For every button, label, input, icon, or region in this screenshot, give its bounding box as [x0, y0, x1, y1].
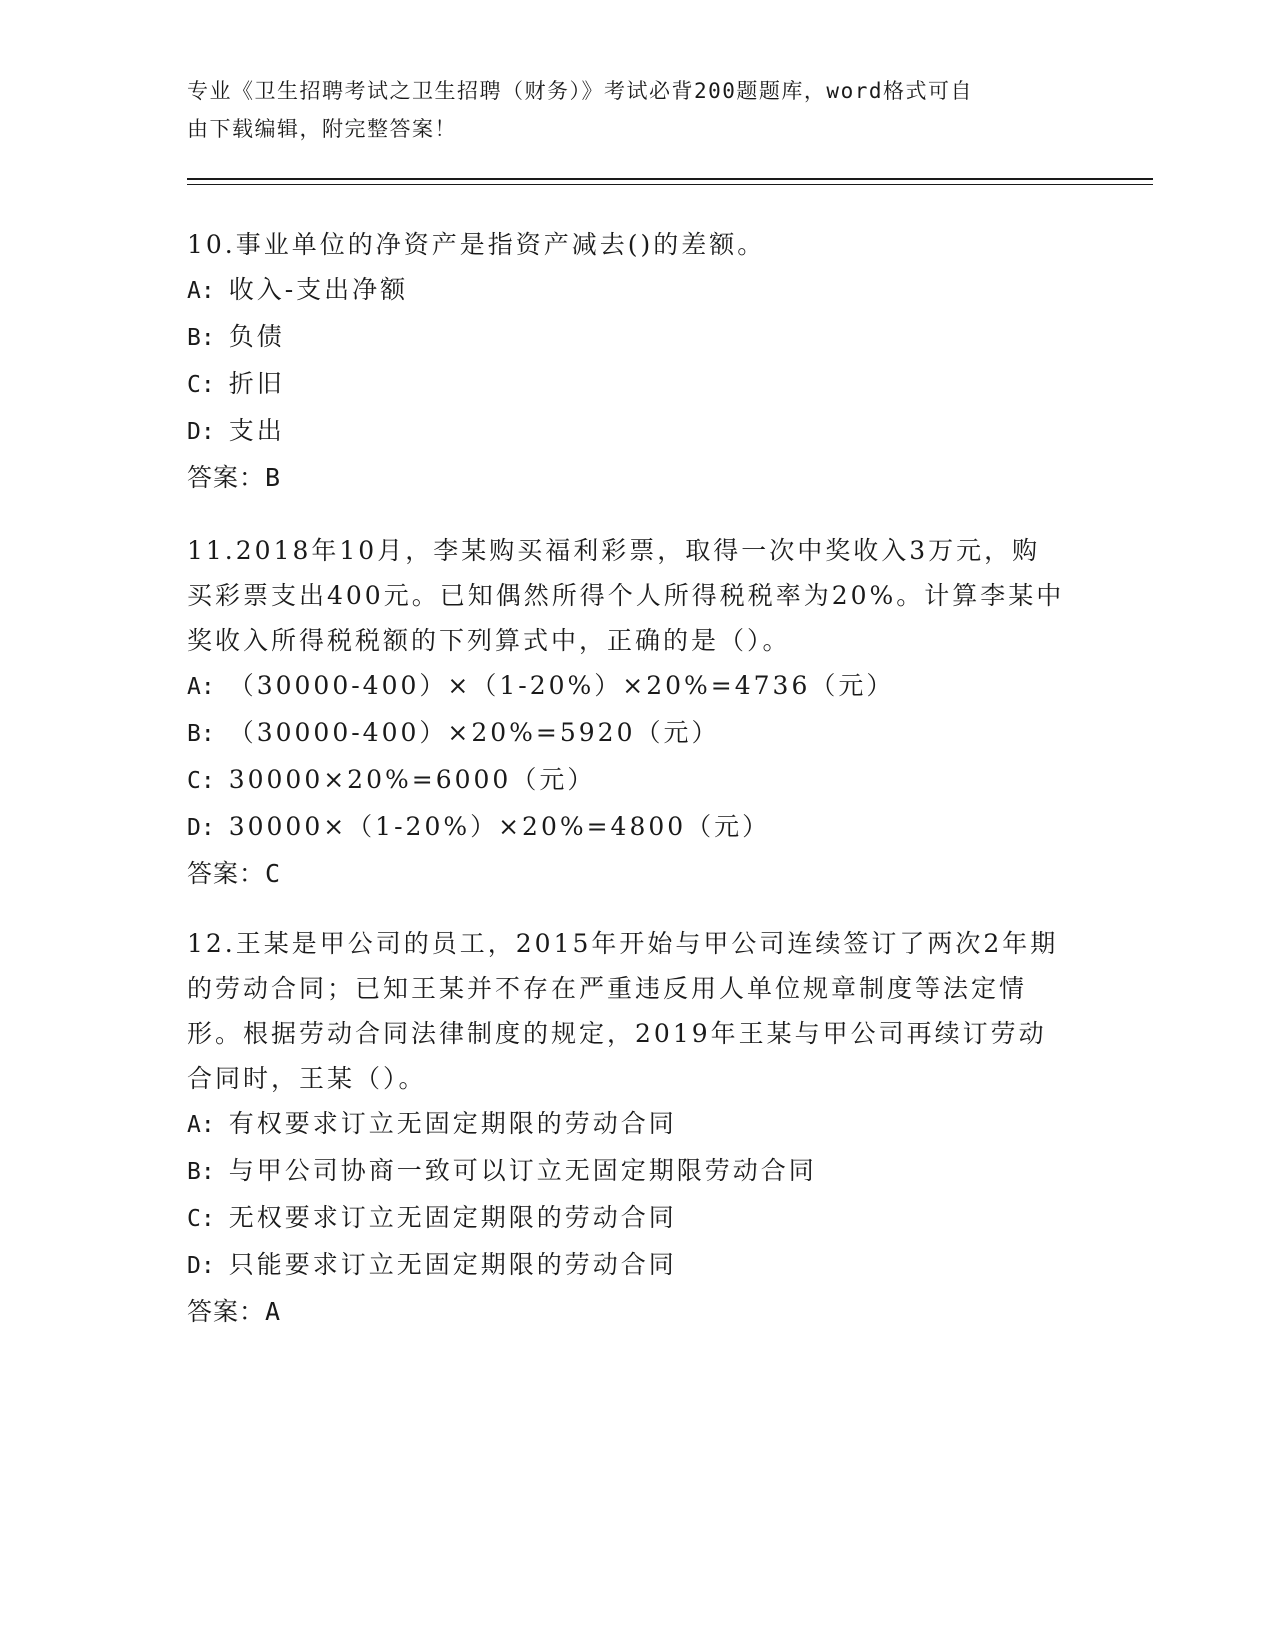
option-letter: B:: [187, 325, 215, 351]
option-letter: D:: [187, 1253, 215, 1279]
document-header: [187, 72, 1067, 148]
answer-value: C: [265, 859, 282, 888]
option-text: 与甲公司协商一致可以订立无固定期限劳动合同: [228, 1156, 817, 1185]
question-stem: 10.事业单位的净资产是指资产减去()的差额。: [187, 230, 766, 259]
answer-label: 答案：: [187, 1297, 266, 1326]
option-a: [187, 267, 1067, 314]
option-letter: A:: [187, 674, 215, 700]
option-letter: C:: [187, 1206, 215, 1232]
question-10: [187, 222, 1067, 500]
question-11: [187, 528, 1067, 896]
question-stem: 12.王某是甲公司的员工，2015年开始与甲公司连续签订了两次2年期的劳动合同；已知王某并不存在严重违反用人单位规章制度等法定情形。根据劳动合同法律制度的规定，2019年王某与甲公司再续订劳动合同时，王某（）。: [187, 929, 1059, 1093]
answer-label: 答案：: [187, 859, 266, 888]
option-c: [187, 361, 1067, 408]
option-text: 负债: [228, 322, 285, 351]
option-a: [187, 663, 1067, 710]
option-letter: A:: [187, 278, 215, 304]
header-line-2: 由下载编辑，附完整答案！: [187, 117, 457, 141]
option-b: [187, 1148, 1067, 1195]
option-letter: C:: [187, 768, 215, 794]
option-text: 30000×20%=6000（元）: [228, 765, 596, 794]
header-line-1: 专业《卫生招聘考试之卫生招聘（财务）》考试必背200题题库，word格式可自: [187, 79, 973, 103]
option-d: [187, 1242, 1067, 1289]
option-text: 只能要求订立无固定期限的劳动合同: [228, 1250, 677, 1279]
answer-label: 答案：: [187, 463, 266, 492]
option-text: （30000-400）×（1-20%）×20%=4736（元）: [228, 671, 895, 700]
option-letter: A:: [187, 1112, 215, 1138]
option-a: [187, 1101, 1067, 1148]
answer-value: B: [265, 463, 282, 492]
option-letter: C:: [187, 372, 215, 398]
question-12: [187, 921, 1067, 1334]
option-letter: D:: [187, 419, 215, 445]
question-stem: 11.2018年10月，李某购买福利彩票，取得一次中奖收入3万元，购买彩票支出400元。已知偶然所得个人所得税税率为20%。计算李某中奖收入所得税税额的下列算式中，正确的是（）。: [187, 536, 1065, 655]
option-d: [187, 408, 1067, 455]
option-text: 有权要求订立无固定期限的劳动合同: [228, 1109, 677, 1138]
option-letter: B:: [187, 721, 215, 747]
option-text: 收入-支出净额: [228, 275, 409, 304]
answer-line: [187, 851, 1067, 896]
answer-line: [187, 1289, 1067, 1334]
answer-line: [187, 455, 1067, 500]
answer-value: A: [265, 1297, 282, 1326]
option-text: 支出: [228, 416, 285, 445]
option-letter: D:: [187, 815, 215, 841]
option-text: 无权要求订立无固定期限的劳动合同: [228, 1203, 677, 1232]
option-b: [187, 710, 1067, 757]
option-d: [187, 804, 1067, 851]
option-c: [187, 1195, 1067, 1242]
option-letter: B:: [187, 1159, 215, 1185]
option-b: [187, 314, 1067, 361]
option-text: 30000×（1-20%）×20%=4800（元）: [228, 812, 771, 841]
option-text: 折旧: [228, 369, 285, 398]
header-divider-thick: [187, 178, 1153, 180]
option-c: [187, 757, 1067, 804]
option-text: （30000-400）×20%=5920（元）: [228, 718, 720, 747]
header-divider-thin: [187, 184, 1153, 185]
